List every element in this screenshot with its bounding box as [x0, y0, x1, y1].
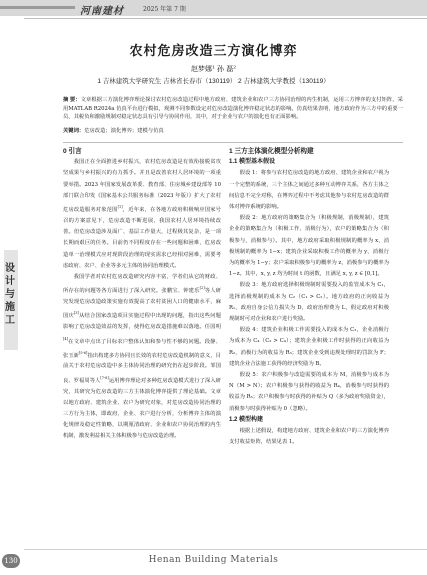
keywords	[63, 127, 403, 136]
section-tag-char: 施	[5, 302, 15, 313]
body-paragraph: 假设 2：地方政府的策略集合为（积极规制，消极规制），建筑企业的策略集合为（积极工作，消极行为），农户的策略集合为（积极参与，消极参与）。其中，地方政府采取积极规制的概率为 x，消极规制的概率为 1−x；建筑企业采取积极工作的概率为 y，消极行为的概率为 1−y；农户采取积极参与的概率为 z，消极参与的概率为 1−z。其中，x, y, z 均为时间 t 的函数，且满足 x, y, z ∈ [0,1]。	[229, 215, 389, 278]
citation: [1]	[117, 205, 123, 210]
abstract-label: 摘 要：	[63, 97, 81, 103]
footer-journal: Henan Building Materials	[148, 555, 279, 565]
page-number: 130	[2, 554, 20, 568]
body-paragraph: 根据上述假设，构建地方政府、建筑企业和农户的三方演化博弈支付收益矩阵，结果见表 1。	[229, 428, 389, 446]
keywords-label: 关键词：	[63, 128, 85, 134]
abstract-rule	[63, 142, 403, 143]
journal-name: 河南建材	[80, 6, 124, 17]
journal-issue: 2025 年第 7 期	[143, 6, 186, 13]
article-affiliations: 1 吉林建筑大学研究生 吉林省长春市（130119） 2 吉林建筑大学教授（130119）	[97, 78, 330, 85]
right-column	[229, 146, 389, 448]
body-paragraph: 假设 1：将参与农村危房改造的地方政府、建筑企业和农户视为一个完整的系统，三个主体之间通过多种互动博弈关系，各方主体之间信息不完全对称，在博弈过程中不考虑其他参与农村危房改造的群体对博弈系统的影响。	[229, 170, 389, 211]
subsection-heading: 1.2 模型构建	[229, 416, 264, 423]
section-tag-char: 设	[5, 263, 15, 274]
body-paragraph: 我国学者对农村危房改造研究内容丰富，学者们从它的财政、所存在的问题等各方面进行了深入研究。张鹏宝、钟建乐[2]等人研究发现危房改造政策实施有效提高了农村贫困人口的健康水平，麻国庆[3]从结合国家改造项目实施过程中出现的问题，指出这些问题影响了危房改造效益的发挥，使得危房改造措施难以落地。任国明[4]在文章中点出了目标农户整体认知和参与性不够的问题。段静、张玉新[5-6]指出构建多方协同且长效的农村危房改造机制的意义，目前关于农村危房改造中多主体协同治理的研究仍在起步阶段。邹国良、罗福周等人[7-8]运用博弈理论对多种危房改造模式进行了深入研究，其研究为危房改造的三方主体演化博弈提供了理论基础。文章以地方政府、建筑企业、农户为研究对象，对危房改造协同治理的三方行为主体，即政府、企业、农户进行分析，分析博弈主体的演化规律及稳定性策略，以期厘清政府、企业和农户协同治理的内生机制，激发利益相关主体积极参与危房改造治理。	[63, 274, 221, 440]
section-tag-char: 计	[5, 276, 15, 287]
citation: [4]	[63, 336, 68, 341]
subsection-heading: 1.1 模型基本假设	[229, 159, 276, 166]
citation: [2]	[199, 286, 205, 291]
body-paragraph: 假设 3：地方政府选择积极规制时需要投入的监管成本为 C₁，选择消极规制的成本为 C₂（C₁ > C₂）。地方政府的正向收益为 R₁，政府自身公信力损失为 D，政府治理费为 L，假定政府对积极规制时可对企业和农户进行奖励。	[229, 282, 389, 323]
abstract-text: 文章根据三方演化博弈理论探讨农村危房改造过程中地方政府、建筑企业和农户三方协同治理的内生机制，运用三方博弈的支付矩阵，采用MATLAB R2024a 仿真平台进行模拟，观测不同参数设定对危房改造演化博弈稳定状态的影响。仿真结果表明，地方政府作为三方中的重要一员，其税负和激励规制对稳定状态具有引导与协同作用，其中，对于企业与农户的演化也有正面影响。	[63, 97, 403, 121]
left-rail	[0, 0, 20, 575]
intro-heading: 0 引言	[63, 148, 82, 155]
header-band	[0, 0, 427, 16]
article-title: 农村危房改造三方演化博弈	[129, 44, 298, 59]
section-tag-char: 与	[5, 289, 15, 300]
body-paragraph: 假设 5：农户积极参与改造需要的成本为 M，消极参与成本为 N（M > N）；农户积极参与获得的收益为 R₄，消极参与时获得的收益为 R₅；农户积极参与时获得的补贴为 Q（多为政府奖励资金），消极参与时获得补贴为 0（忽略）。	[229, 372, 389, 412]
citation: [5-6]	[79, 350, 88, 355]
body-paragraph: 假设 4：建筑企业积极工作需要投入的成本为 C₃，企业消极行为成本为 C₄（C₃ > C₄）；建筑企业积极工作时获得的正向收益为 R₂，消极行为的收益为 R₃；建筑企业受到违规处理时的罚款为 F；建筑企业合法施工获得的经济奖励为 B。	[229, 327, 389, 367]
article-authors: 赵梦娜¹ 孙 磊²	[190, 65, 237, 73]
citation: [7-8]	[100, 375, 109, 380]
citation: [3]	[73, 311, 79, 316]
body-paragraph: 我国正在全面推进乡村振兴，农村危房改造是有效衔接脱贫攻坚成果与乡村振兴的有力抓手。并且是改善农村人居环境的一项重要举措。2023 年国家发展改革委、教育部、住房城乡建设部等 10 部门联合印发《国家基本公共服务标准（2023 年版）》扩大了农村危房改造服务对象范围[1]，近年来，在各地方政府积极响应国家号召的方案意见下，危房改造不断进展，我国农村人居环境持续改善。但危房改造涉及面广、基层工作量大，过程极其复杂，是一项长期而艰巨的任务。目前仍不同程度存在一些问题和困难，危房改造单一治理模式应对现阶段治理的现实需求已经相对困难，需要考虑政府、农户、企业等多元主体的协同治理模式。	[63, 159, 221, 269]
abstract	[63, 96, 403, 122]
section-heading: 1 三方主体演化模型分析构建	[229, 148, 314, 155]
header-rule	[24, 18, 427, 19]
section-tag	[2, 262, 18, 327]
left-column	[63, 146, 221, 443]
section-tag-char: 工	[5, 315, 15, 326]
footer-rule	[24, 549, 427, 550]
keywords-text: 危房改造；演化博弈；建模与仿真	[84, 128, 164, 134]
